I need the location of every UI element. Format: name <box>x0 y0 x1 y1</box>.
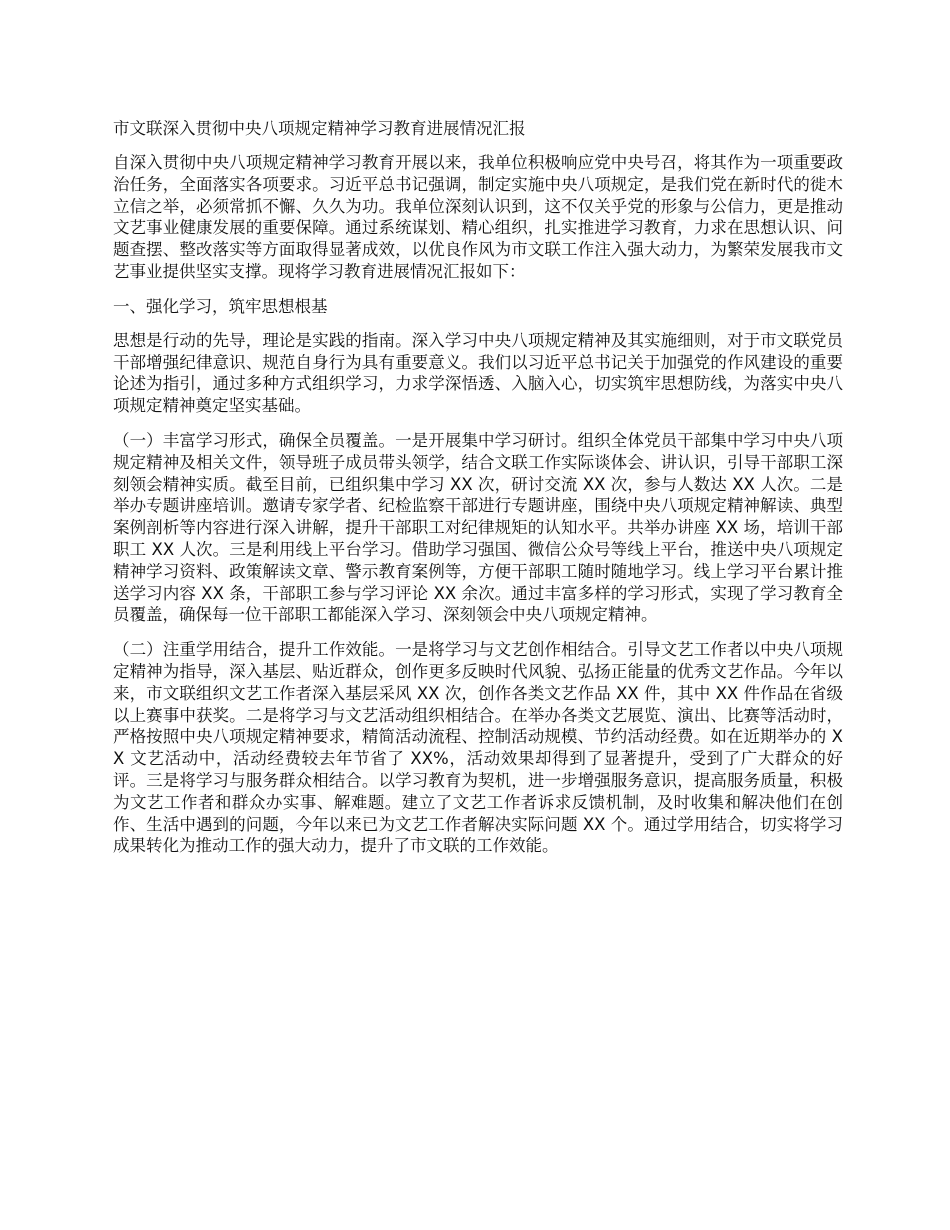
subsection-1-paragraph: （一）丰富学习形式，确保全员覆盖。一是开展集中学习研讨。组织全体党员干部集中学习中央八项规定精神及相关文件，领导班子成员带头领学，结合文联工作实际谈体会、讲认识，引导干部职工深刻领会精神实质。截至目前，已组织集中学习 XX 次，研讨交流 XX 次，参与人数达 XX 人次。二是举办专题讲座培训。邀请专家学者、纪检监察干部进行专题讲座，围绕中央八项规定精神解读、典型案例剖析等内容进行深入讲解，提升干部职工对纪律规矩的认知水平。共举办讲座 XX 场，培训干部职工 XX 人次。三是利用线上平台学习。借助学习强国、微信公众号等线上平台，推送中央八项规定精神学习资料、政策解读文章、警示教育案例等，方便干部职工随时随地学习。线上学习平台累计推送学习内容 XX 条，干部职工参与学习评论 XX 余次。通过丰富多样的学习形式，实现了学习教育全员覆盖，确保每一位干部职工都能深入学习、深刻领会中央八项规定精神。 <box>113 430 843 625</box>
document-title: 市文联深入贯彻中央八项规定精神学习教育进展情况汇报 <box>113 119 526 138</box>
subsection-2-paragraph: （二）注重学用结合，提升工作效能。一是将学习与文艺创作相结合。引导文艺工作者以中央八项规定精神为指导，深入基层、贴近群众，创作更多反映时代风貌、弘扬正能量的优秀文艺作品。今年以来，市文联组织文艺工作者深入基层采风 XX 次，创作各类文艺作品 XX 件，其中 XX 件作品在省级以上赛事中获奖。二是将学习与文艺活动组织相结合。在举办各类文艺展览、演出、比赛等活动时，严格按照中央八项规定精神要求，精简活动流程、控制活动规模、节约活动经费。如在近期举办的 XX 文艺活动中，活动经费较去年节省了 XX%，活动效果却得到了显著提升，受到了广大群众的好评。三是将学习与服务群众相结合。以学习教育为契机，进一步增强服务意识，提高服务质量，积极为文艺工作者和群众办实事、解难题。建立了文艺工作者诉求反馈机制，及时收集和解决他们在创作、生活中遇到的问题，今年以来已为文艺工作者解决实际问题 XX 个。通过学用结合，切实将学习成果转化为推动工作的强大动力，提升了市文联的工作效能。 <box>113 640 843 856</box>
intro-paragraph: 自深入贯彻中央八项规定精神学习教育开展以来，我单位积极响应党中央号召，将其作为一项重要政治任务，全面落实各项要求。习近平总书记强调，制定实施中央八项规定，是我们党在新时代的徙木立信之举，必须常抓不懈、久久为功。我单位深刻认识到，这不仅关乎党的形象与公信力，更是推动文艺事业健康发展的重要保障。通过系统谋划、精心组织，扎实推进学习教育，力求在思想认识、问题查摆、整改落实等方面取得显著成效，以优良作风为市文联工作注入强大动力，为繁荣发展我市文艺事业提供坚实支撑。现将学习教育进展情况汇报如下： <box>113 153 843 281</box>
document-page <box>113 118 843 870</box>
section-1-heading: 一、强化学习，筑牢思想根基 <box>113 296 328 316</box>
section-1-paragraph: 思想是行动的先导，理论是实践的指南。深入学习中央八项规定精神及其实施细则，对于市文联党员干部增强纪律意识、规范自身行为具有重要意义。我们以习近平总书记关于加强党的作风建设的重要论述为指引，通过多种方式组织学习，力求学深悟透、入脑入心，切实筑牢思想防线，为落实中央八项规定精神奠定坚实基础。 <box>113 330 843 416</box>
